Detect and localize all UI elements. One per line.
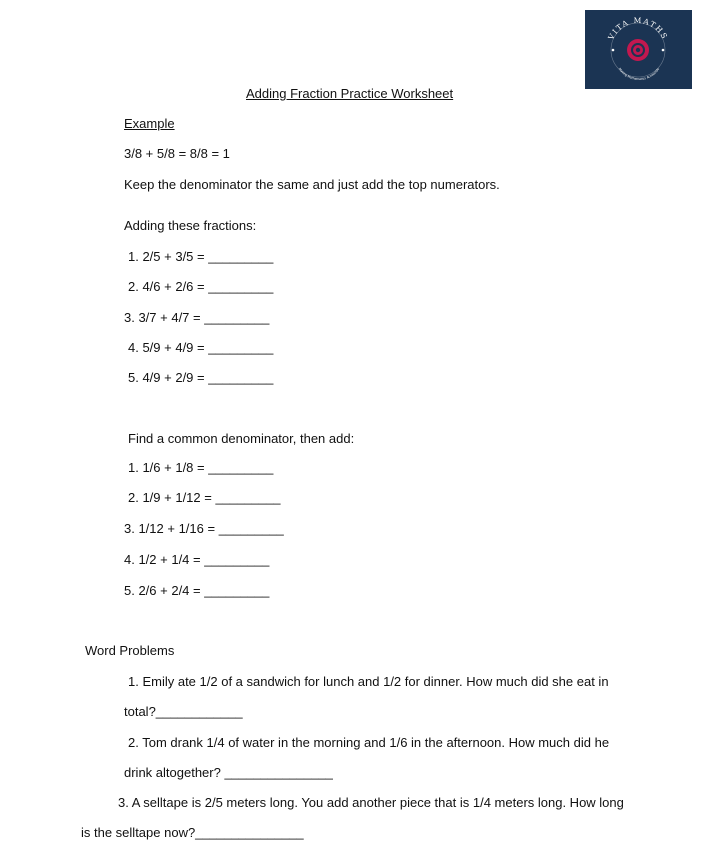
worksheet-title: Adding Fraction Practice Worksheet (246, 86, 454, 101)
common-denominator-question: 3. 1/12 + 1/16 = _________ (124, 521, 284, 536)
same-denominator-question: 3. 3/7 + 4/7 = _________ (124, 310, 270, 325)
word-problem-line: is the selltape now?_______________ (81, 825, 304, 840)
example-equation: 3/8 + 5/8 = 8/8 = 1 (124, 146, 230, 161)
same-denominator-question: 5. 4/9 + 2/9 = _________ (128, 370, 274, 385)
logo-brand-text: VITA MATHS (606, 15, 670, 42)
svg-text:Making Mathematics Accessible (618, 67, 660, 81)
vita-maths-logo (585, 10, 692, 89)
logo-emblem-icon (585, 10, 692, 89)
svg-text:VITA MATHS (606, 16, 670, 42)
word-problem-line: drink altogether? _______________ (124, 765, 333, 780)
common-denominator-question: 2. 1/9 + 1/12 = _________ (128, 490, 281, 505)
example-tip: Keep the denominator the same and just add the top numerators. (124, 177, 500, 192)
section-common-denominator-heading: Find a common denominator, then add: (128, 431, 355, 446)
common-denominator-question: 4. 1/2 + 1/4 = _________ (124, 552, 270, 567)
example-heading: Example (124, 116, 175, 131)
common-denominator-question: 1. 1/6 + 1/8 = _________ (128, 460, 274, 475)
same-denominator-question: 4. 5/9 + 4/9 = _________ (128, 340, 274, 355)
word-problem-line: 3. A selltape is 2/5 meters long. You add another piece that is 1/4 meters long. How long (118, 795, 624, 810)
common-denominator-question: 5. 2/6 + 2/4 = _________ (124, 583, 270, 598)
word-problem-line: 2. Tom drank 1/4 of water in the morning and 1/6 in the afternoon. How much did he (128, 735, 610, 750)
section-same-denominator-heading: Adding these fractions: (124, 218, 257, 233)
word-problems-heading: Word Problems (85, 643, 175, 658)
word-problem-line: 1. Emily ate 1/2 of a sandwich for lunch and 1/2 for dinner. How much did she eat in (128, 674, 609, 689)
word-problem-line: total?____________ (124, 704, 243, 719)
same-denominator-question: 1. 2/5 + 3/5 = _________ (128, 249, 274, 264)
same-denominator-question: 2. 4/6 + 2/6 = _________ (128, 279, 274, 294)
logo-tagline: Making Mathematics Accessible (617, 67, 661, 82)
